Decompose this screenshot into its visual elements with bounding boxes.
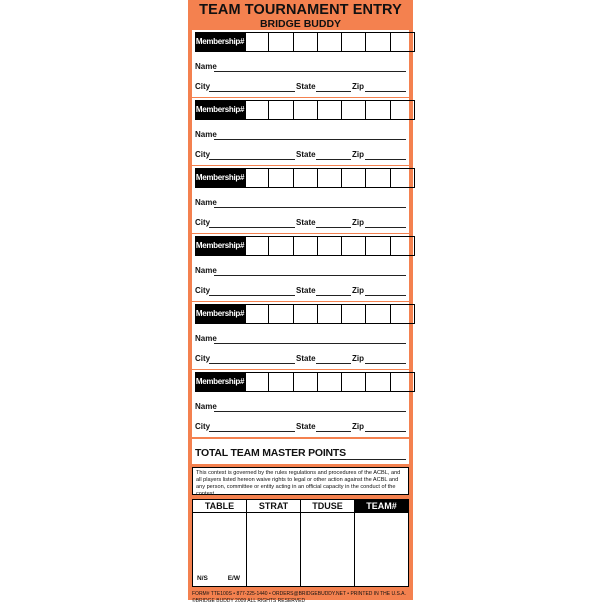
name-field[interactable] — [214, 71, 406, 72]
state-label: State — [296, 422, 316, 432]
score-column-header: TABLE — [193, 500, 246, 513]
city-label: City — [195, 422, 210, 432]
membership-digit-box[interactable] — [245, 32, 269, 52]
city-field[interactable] — [209, 431, 295, 432]
city-label: City — [195, 354, 210, 364]
city-field[interactable] — [209, 91, 295, 92]
address-row — [195, 353, 406, 365]
city-field[interactable] — [209, 295, 295, 296]
address-row — [195, 285, 406, 297]
zip-label: Zip — [352, 218, 364, 228]
player-block — [192, 166, 409, 234]
total-master-points-field[interactable] — [330, 459, 406, 460]
name-label: Name — [195, 130, 217, 140]
membership-digit-box[interactable] — [342, 100, 366, 120]
player-block — [192, 30, 409, 98]
membership-row — [195, 236, 415, 256]
state-label: State — [296, 82, 316, 92]
address-row — [195, 149, 406, 161]
score-column[interactable] — [193, 500, 247, 586]
name-field[interactable] — [214, 343, 406, 344]
name-row — [195, 265, 406, 277]
address-row — [195, 81, 406, 93]
city-label: City — [195, 82, 210, 92]
address-row — [195, 421, 406, 433]
name-label: Name — [195, 334, 217, 344]
membership-row — [195, 32, 415, 52]
player-block — [192, 302, 409, 370]
membership-digit-box[interactable] — [342, 168, 366, 188]
zip-field[interactable] — [365, 295, 406, 296]
state-field[interactable] — [316, 227, 351, 228]
membership-digit-box[interactable] — [391, 236, 415, 256]
membership-digit-box[interactable] — [342, 304, 366, 324]
membership-row — [195, 372, 415, 392]
membership-digit-box[interactable] — [318, 168, 342, 188]
score-column-header: STRAT — [247, 500, 300, 513]
membership-digit-box[interactable] — [318, 372, 342, 392]
name-row — [195, 333, 406, 345]
membership-digit-box[interactable] — [245, 168, 269, 188]
membership-digit-box[interactable] — [366, 168, 390, 188]
membership-digit-box[interactable] — [294, 304, 318, 324]
name-row — [195, 401, 406, 413]
state-label: State — [296, 150, 316, 160]
name-label: Name — [195, 62, 217, 72]
name-row — [195, 197, 406, 209]
name-row — [195, 129, 406, 141]
zip-label: Zip — [352, 354, 364, 364]
state-field[interactable] — [316, 363, 351, 364]
zip-label: Zip — [352, 422, 364, 432]
membership-digit-box[interactable] — [245, 236, 269, 256]
membership-digit-box[interactable] — [391, 100, 415, 120]
name-label: Name — [195, 198, 217, 208]
score-column[interactable] — [247, 500, 301, 586]
state-label: State — [296, 286, 316, 296]
footer-line-2: ©BRIDGE BUDDY 2009 ALL RIGHTS RESERVED — [192, 598, 409, 604]
membership-digit-box[interactable] — [366, 32, 390, 52]
membership-digit-box[interactable] — [269, 304, 293, 324]
name-field[interactable] — [214, 207, 406, 208]
zip-label: Zip — [352, 286, 364, 296]
state-label: State — [296, 354, 316, 364]
zip-field[interactable] — [365, 431, 406, 432]
membership-digit-box[interactable] — [342, 32, 366, 52]
city-field[interactable] — [209, 363, 295, 364]
state-field[interactable] — [316, 91, 351, 92]
state-label: State — [296, 218, 316, 228]
city-field[interactable] — [209, 227, 295, 228]
name-label: Name — [195, 402, 217, 412]
state-field[interactable] — [316, 159, 351, 160]
membership-label: Membership# — [195, 32, 245, 52]
membership-row — [195, 304, 415, 324]
total-master-points-row — [192, 439, 409, 464]
membership-digit-box[interactable] — [366, 100, 390, 120]
membership-digit-box[interactable] — [318, 100, 342, 120]
zip-label: Zip — [352, 150, 364, 160]
form-title: TEAM TOURNAMENT ENTRY — [192, 2, 409, 19]
form-footer — [192, 591, 409, 604]
state-field[interactable] — [316, 295, 351, 296]
ew-label: E/W — [228, 575, 240, 582]
zip-field[interactable] — [365, 227, 406, 228]
membership-row — [195, 168, 415, 188]
score-column-header: TDUSE — [301, 500, 354, 513]
membership-digit-box[interactable] — [269, 100, 293, 120]
tournament-entry-form — [188, 0, 413, 600]
score-grid — [192, 499, 409, 587]
name-field[interactable] — [214, 139, 406, 140]
membership-digit-box[interactable] — [294, 236, 318, 256]
membership-digit-box[interactable] — [294, 32, 318, 52]
score-column[interactable] — [355, 500, 408, 586]
membership-digit-box[interactable] — [269, 168, 293, 188]
membership-digit-box[interactable] — [318, 304, 342, 324]
membership-digit-box[interactable] — [366, 372, 390, 392]
membership-digit-box[interactable] — [294, 168, 318, 188]
player-block — [192, 234, 409, 302]
membership-digit-box[interactable] — [342, 236, 366, 256]
city-field[interactable] — [209, 159, 295, 160]
membership-label: Membership# — [195, 236, 245, 256]
city-label: City — [195, 218, 210, 228]
membership-digit-box[interactable] — [269, 236, 293, 256]
zip-field[interactable] — [365, 363, 406, 364]
membership-digit-box[interactable] — [269, 372, 293, 392]
membership-label: Membership# — [195, 372, 245, 392]
ns-label: N/S — [197, 575, 208, 582]
membership-digit-box[interactable] — [245, 100, 269, 120]
name-label: Name — [195, 266, 217, 276]
player-list — [192, 30, 409, 438]
name-field[interactable] — [214, 275, 406, 276]
membership-digit-box[interactable] — [366, 304, 390, 324]
membership-row — [195, 100, 415, 120]
membership-digit-box[interactable] — [245, 304, 269, 324]
player-block — [192, 370, 409, 438]
rules-notice: This contest is governed by the rules regulations and procedures of the ACBL, and all players listed hereon waive rights to legal or other action against the ACBL and any person, committee or entity acting in an official capacity in the conduct of the contest. — [192, 467, 409, 495]
membership-digit-box[interactable] — [391, 304, 415, 324]
footer-line-1: FORM# TTE100S • 877-225-1440 • ORDERS@BRIDGEBUDDY.NET • PRINTED IN THE U.S.A. — [192, 591, 409, 598]
name-field[interactable] — [214, 411, 406, 412]
membership-digit-box[interactable] — [391, 32, 415, 52]
membership-digit-box[interactable] — [294, 100, 318, 120]
membership-digit-box[interactable] — [342, 372, 366, 392]
form-subtitle: BRIDGE BUDDY — [192, 19, 409, 29]
membership-digit-box[interactable] — [318, 236, 342, 256]
address-row — [195, 217, 406, 229]
city-label: City — [195, 286, 210, 296]
membership-digit-box[interactable] — [245, 372, 269, 392]
membership-label: Membership# — [195, 100, 245, 120]
membership-digit-box[interactable] — [391, 372, 415, 392]
membership-digit-box[interactable] — [269, 32, 293, 52]
membership-digit-box[interactable] — [366, 236, 390, 256]
zip-field[interactable] — [365, 91, 406, 92]
membership-digit-box[interactable] — [391, 168, 415, 188]
membership-digit-box[interactable] — [318, 32, 342, 52]
zip-label: Zip — [352, 82, 364, 92]
score-column-header: TEAM# — [355, 500, 408, 513]
membership-label: Membership# — [195, 168, 245, 188]
zip-field[interactable] — [365, 159, 406, 160]
state-field[interactable] — [316, 431, 351, 432]
name-row — [195, 61, 406, 73]
membership-label: Membership# — [195, 304, 245, 324]
city-label: City — [195, 150, 210, 160]
total-master-points-label: TOTAL TEAM MASTER POINTS — [195, 447, 346, 459]
membership-digit-box[interactable] — [294, 372, 318, 392]
player-block — [192, 98, 409, 166]
score-column[interactable] — [301, 500, 355, 586]
